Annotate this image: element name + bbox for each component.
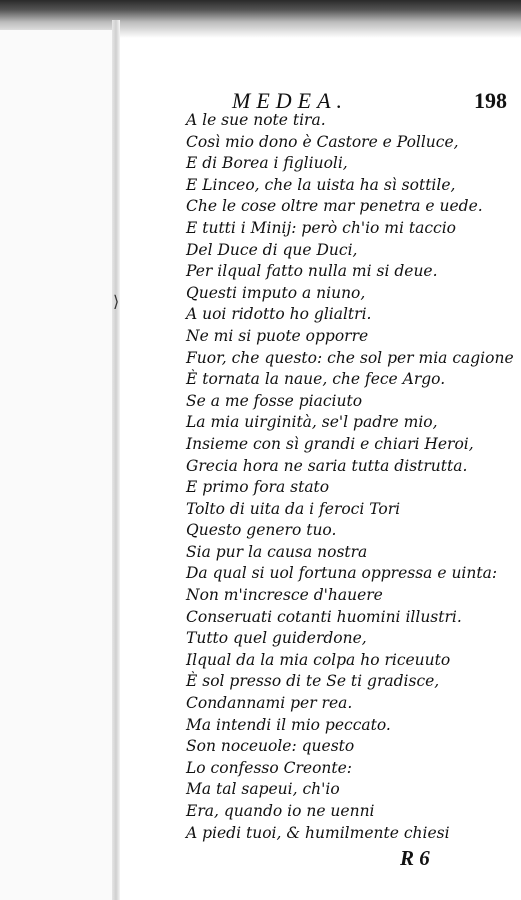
verse-line: Tutto quel guiderdone, bbox=[186, 629, 367, 648]
verse-line: Sia pur la causa nostra bbox=[186, 542, 368, 561]
verse-line: Così mio dono è Castore e Polluce, bbox=[186, 132, 459, 151]
verse-line: Era, quando io ne uenni bbox=[186, 802, 375, 820]
verse-line: Che le cose oltre mar penetra e uede. bbox=[186, 197, 483, 216]
verse-line: E primo fora stato bbox=[186, 478, 330, 497]
verse-line: La mia uirginità, se'l padre mio, bbox=[186, 413, 438, 432]
verse-line: Se a me fosse piaciuto bbox=[186, 391, 363, 410]
verse-line: Tolto di uita da i feroci Tori bbox=[186, 499, 401, 518]
verse-line: A le sue note tira. bbox=[186, 111, 326, 129]
verse-line: E di Borea i figliuoli, bbox=[186, 154, 348, 173]
facing-page bbox=[0, 30, 112, 900]
verse-line: A piedi tuoi, & humilmente chiesi bbox=[186, 823, 450, 842]
verse-line: E Linceo, che la uista ha sì sottile, bbox=[186, 175, 456, 194]
verse-line: E tutti i Minij: però ch'io mi taccio bbox=[186, 218, 457, 237]
margin-bracket-mark: ⟩ bbox=[113, 292, 120, 311]
running-head: MEDEA. bbox=[232, 88, 349, 113]
verse-line: Son noceuole: questo bbox=[186, 737, 355, 756]
signature-mark: R 6 bbox=[400, 846, 430, 870]
verse-line: A uoi ridotto ho glialtri. bbox=[186, 305, 372, 324]
verse-line: Del Duce di que Duci, bbox=[186, 240, 358, 259]
verse-line: Da qual si uol fortuna oppressa e uinta: bbox=[186, 564, 498, 583]
verse-line: Lo confesso Creonte: bbox=[186, 758, 353, 777]
verse-line: Insieme con sì grandi e chiari Heroi, bbox=[186, 434, 474, 453]
verse-line: Ne mi si puote opporre bbox=[186, 326, 369, 345]
verse-line: Per ilqual fatto nulla mi si deue. bbox=[186, 262, 438, 281]
book-gutter bbox=[112, 20, 120, 900]
verse-line: Ilqual da la mia colpa ho riceuuto bbox=[186, 650, 451, 669]
verse-line: Non m'incresce d'hauere bbox=[186, 586, 383, 605]
verse-line: Questo genero tuo. bbox=[186, 521, 337, 540]
verse-line: Grecia hora ne saria tutta distrutta. bbox=[186, 456, 468, 475]
verse-line: Fuor, che questo: che sol per mia cagione bbox=[186, 348, 514, 367]
verse-text bbox=[186, 110, 514, 844]
verse-line: Ma intendi il mio peccato. bbox=[186, 715, 391, 734]
page-number: 198 bbox=[474, 88, 507, 113]
verse-line: È sol presso di te Se ti gradisce, bbox=[186, 672, 440, 691]
verse-line: Condannami per rea. bbox=[186, 694, 353, 713]
verse-line: Questi imputo a niuno, bbox=[186, 283, 366, 302]
verse-line: Conseruati cotanti huomini illustri. bbox=[186, 607, 462, 626]
verse-line: È tornata la naue, che fece Argo. bbox=[186, 370, 446, 389]
verse-line: Ma tal sapeui, ch'io bbox=[186, 780, 340, 799]
